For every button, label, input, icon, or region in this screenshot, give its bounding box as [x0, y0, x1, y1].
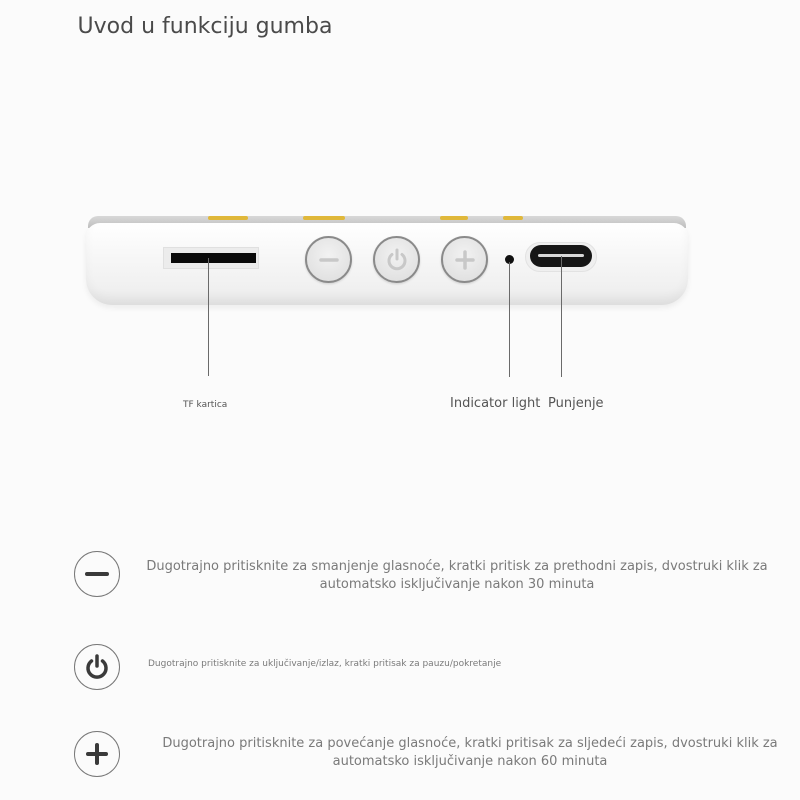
legend-power-text: Dugotrajno pritisknite za uključivanje/izlaz, kratki pritisak za pauzu/pokretanje: [148, 659, 502, 669]
indicator-leader-line: [509, 262, 510, 377]
device-accent: [303, 216, 345, 220]
tf-card-label: TF kartica: [183, 400, 228, 410]
legend-plus-icon-circle: [74, 731, 120, 777]
legend-minus-text: Dugotrajno pritisknite za smanjenje glasnoće, kratki pritisk za prethodni zapis, dvostruki klik za automatsko isključivanje nakon 30 minuta: [146, 559, 768, 592]
minus-icon: [316, 247, 342, 273]
page-title: Uvod u funkciju gumba: [77, 14, 333, 39]
device-accent: [208, 216, 248, 220]
legend-minus-icon-circle: [74, 551, 120, 597]
device-accent: [503, 216, 523, 220]
device-minus-button: [305, 236, 352, 283]
plus-icon: [83, 740, 111, 768]
charging-leader-line: [561, 256, 562, 377]
plus-icon: [452, 247, 478, 273]
legend-plus-text: Dugotrajno pritisknite za povećanje glasnoće, kratki pritisak za sljedeći zapis, dvostruki klik za automatsko isključivanje nakon 60 minuta: [162, 736, 778, 769]
device-power-button: [373, 236, 420, 283]
power-icon: [83, 653, 111, 681]
charging-label: Punjenje: [548, 396, 604, 411]
device-accent: [440, 216, 468, 220]
legend-power-icon-circle: [74, 644, 120, 690]
power-icon: [384, 247, 410, 273]
tf-card-leader-line: [208, 258, 209, 376]
tf-card-slot: [171, 253, 256, 263]
indicator-light-label: Indicator light: [450, 396, 541, 411]
device-plus-button: [441, 236, 488, 283]
minus-icon: [83, 560, 111, 588]
